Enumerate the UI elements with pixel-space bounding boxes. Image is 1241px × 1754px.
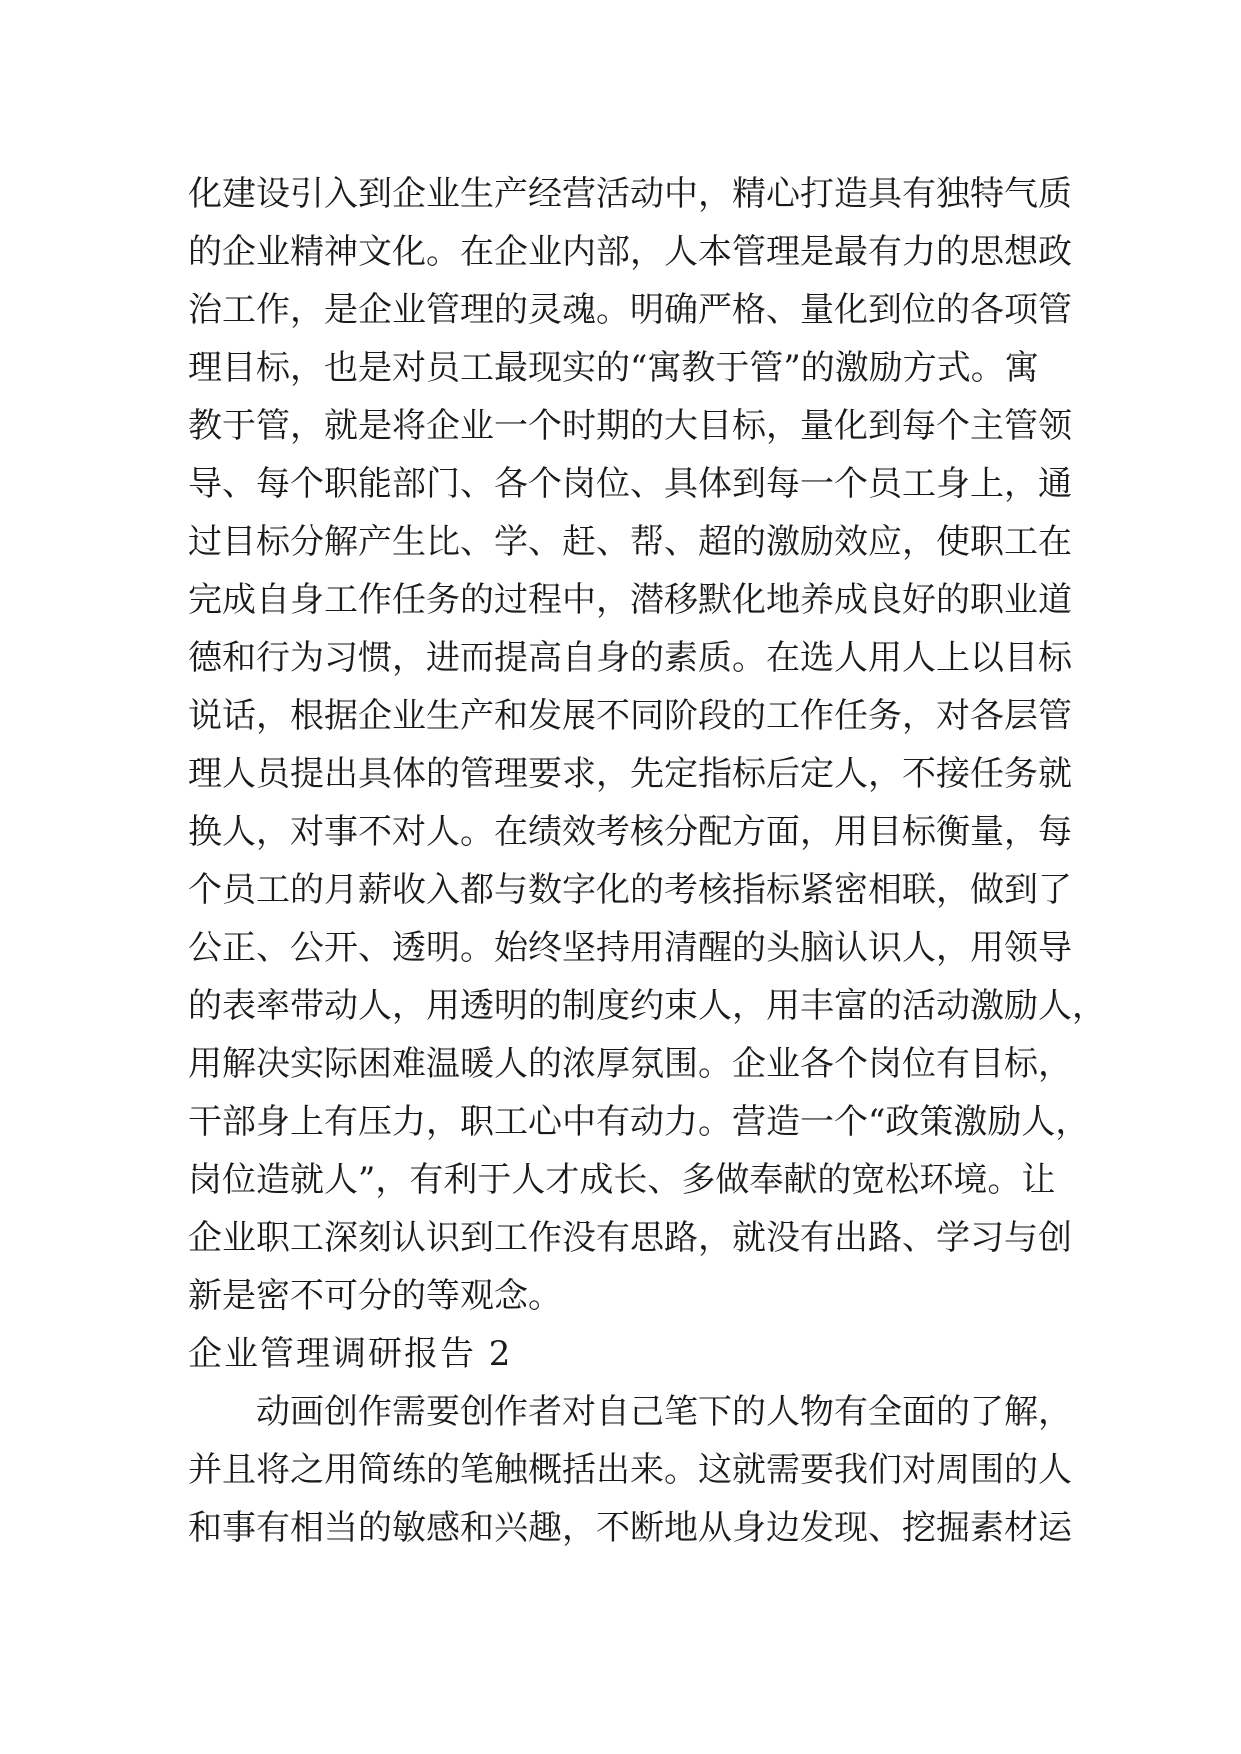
text-line: 公正、公开、透明。始终坚持用清醒的头脑认识人，用领导 (188, 928, 1072, 968)
text-line: 理人员提出具体的管理要求，先定指标后定人，不接任务就 (188, 754, 1072, 794)
text-line: 企业职工深刻认识到工作没有思路，就没有出路、学习与创 (188, 1218, 1072, 1258)
paragraph-new (188, 1383, 1072, 1557)
text-line: 新是密不可分的等观念。 (188, 1276, 562, 1316)
text-line: 教于管，就是将企业一个时期的大目标，量化到每个主管领 (188, 406, 1072, 446)
text-line: 治工作，是企业管理的灵魂。明确严格、量化到位的各项管 (188, 290, 1072, 330)
section-heading: 企业管理调研报告 2 (188, 1334, 513, 1374)
text-line: 并且将之用简练的笔触概括出来。这就需要我们对周围的人 (188, 1450, 1072, 1490)
text-line: 过目标分解产生比、学、赶、帮、超的激励效应，使职工在 (188, 522, 1072, 562)
text-line: 说话，根据企业生产和发展不同阶段的工作任务，对各层管 (188, 696, 1072, 736)
text-line: 用解决实际困难温暖人的浓厚氛围。企业各个岗位有目标， (188, 1044, 1072, 1084)
text-line: 和事有相当的敏感和兴趣，不断地从身边发现、挖掘素材运 (188, 1508, 1072, 1548)
text-line: 个员工的月薪收入都与数字化的考核指标紧密相联，做到了 (188, 870, 1072, 910)
text-line: 岗位造就人”，有利于人才成长、多做奉献的宽松环境。让 (188, 1160, 1056, 1200)
text-line: 导、每个职能部门、各个岗位、具体到每一个员工身上，通 (188, 464, 1072, 504)
text-line: 化建设引入到企业生产经营活动中，精心打造具有独特气质 (188, 174, 1072, 214)
text-line: 的表率带动人，用透明的制度约束人，用丰富的活动激励人， (188, 986, 1106, 1026)
text-line: 干部身上有压力，职工心中有动力。营造一个“政策激励人， (188, 1102, 1090, 1142)
document-body (188, 165, 1106, 1557)
text-line: 完成自身工作任务的过程中，潜移默化地养成良好的职业道 (188, 580, 1072, 620)
text-line: 动画创作需要创作者对自己笔下的人物有全面的了解， (188, 1392, 1072, 1432)
text-line: 理目标，也是对员工最现实的“寓教于管”的激励方式。寓 (188, 348, 1039, 388)
text-line: 的企业精神文化。在企业内部，人本管理是最有力的思想政 (188, 232, 1072, 272)
text-line: 换人，对事不对人。在绩效考核分配方面，用目标衡量，每 (188, 812, 1072, 852)
paragraph-continued (188, 165, 1106, 1325)
text-line: 德和行为习惯，进而提高自身的素质。在选人用人上以目标 (188, 638, 1072, 678)
